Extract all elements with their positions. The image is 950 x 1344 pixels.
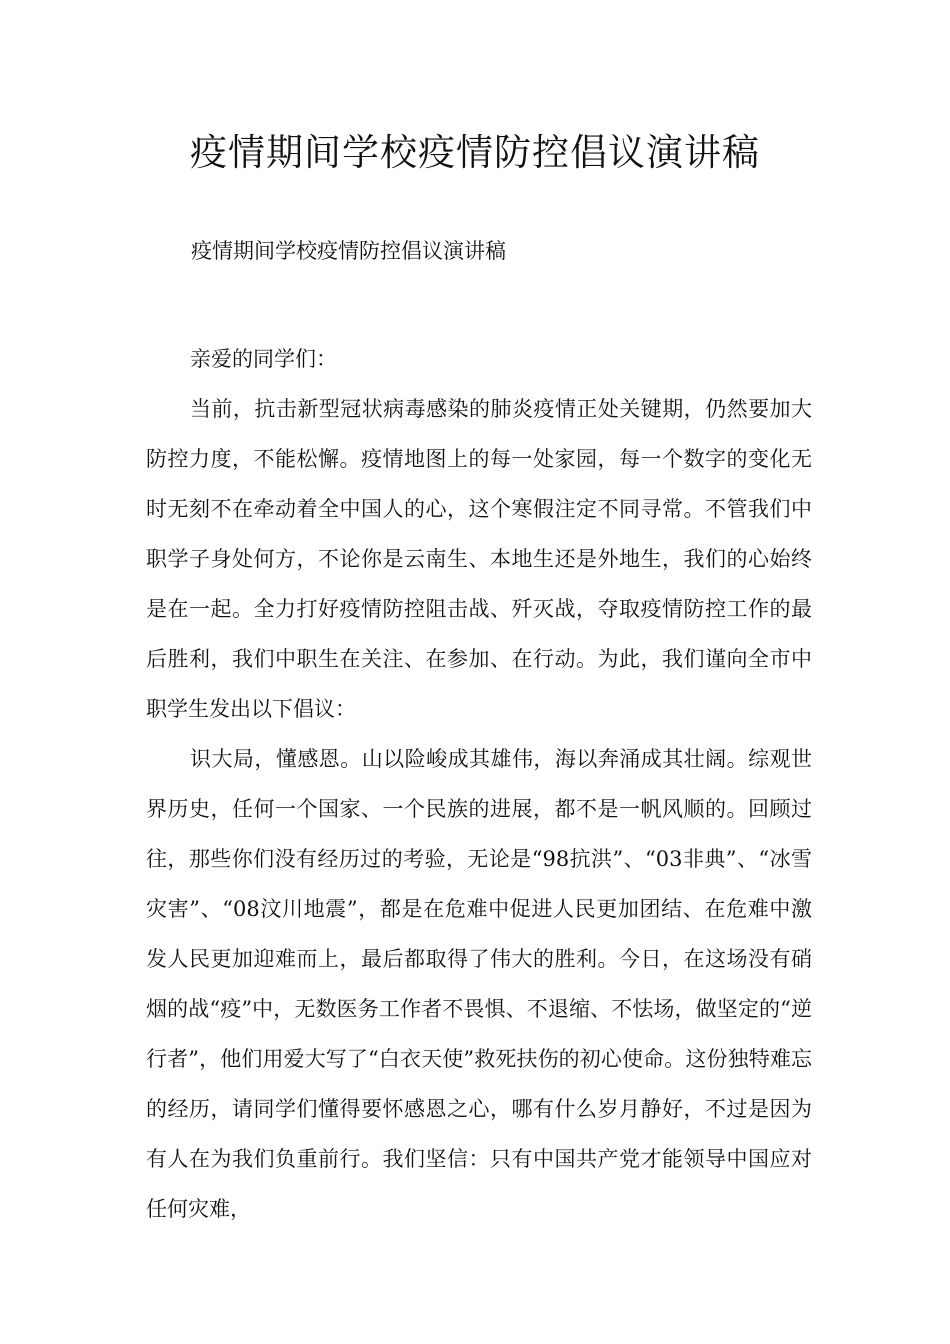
document-subtitle: 疫情期间学校疫情防控倡议演讲稿 xyxy=(191,239,506,263)
document-body xyxy=(146,334,812,1234)
body-paragraph: 当前，抗击新型冠状病毒感染的肺炎疫情正处关键期，仍然要加大防控力度，不能松懈。疫情地图上的每一处家园，每一个数字的变化无时无刻不在牵动着全中国人的心，这个寒假注定不同寻常。不管我们中职学子身处何方，不论你是云南生、本地生还是外地生，我们的心始终是在一起。全力打好疫情防控阻击战、歼灭战，夺取疫情防控工作的最后胜利，我们中职生在关注、在参加、在行动。为此，我们谨向全市中职学生发出以下倡议： xyxy=(146,397,812,721)
salutation-paragraph: 亲爱的同学们： xyxy=(190,347,337,371)
document-title: 疫情期间学校疫情防控倡议演讲稿 xyxy=(190,131,760,174)
body-paragraph: 识大局，懂感恩。山以险峻成其雄伟，海以奔涌成其壮阔。综观世界历史，任何一个国家、一个民族的进展，都不是一帆风顺的。回顾过往，那些你们没有经历过的考验，无论是“98抗洪”、“03非典”、“冰雪灾害”、“08汶川地震”，都是在危难中促进人民更加团结、在危难中激发人民更加迎难而上，最后都取得了伟大的胜利。今日，在这场没有硝烟的战“疫”中，无数医务工作者不畏惧、不退缩、不怯场，做坚定的“逆行者”，他们用爱大写了“白衣天使”救死扶伤的初心使命。这份独特难忘的经历，请同学们懂得要怀感恩之心，哪有什么岁月静好，不过是因为有人在为我们负重前行。我们坚信：只有中国共产党才能领导中国应对任何灾难， xyxy=(146,747,812,1221)
